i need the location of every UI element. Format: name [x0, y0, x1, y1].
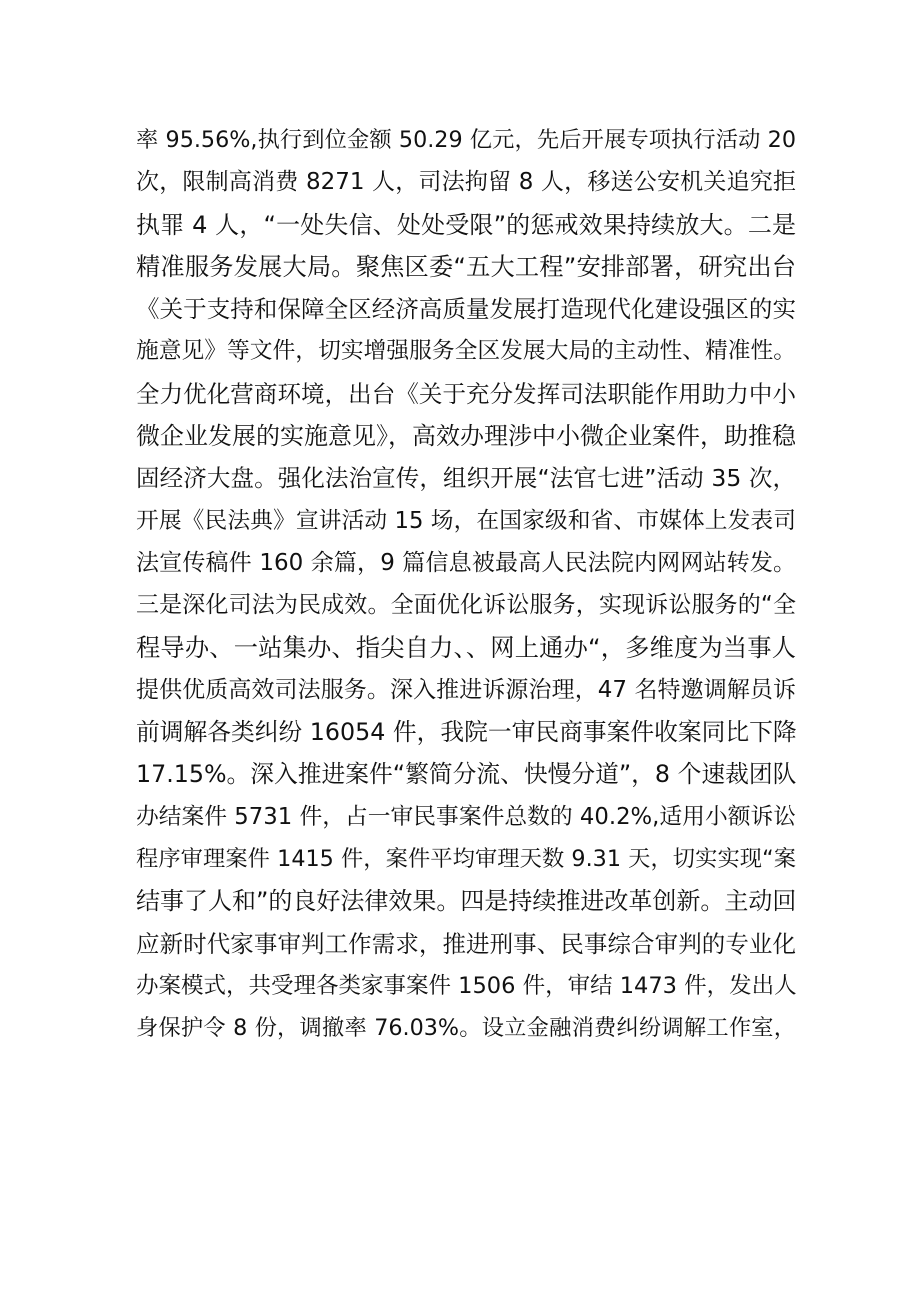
- text-line: 身保护令 8 份，调撤率 76.03%。设立金融消费纠纷调解工作室，: [136, 1015, 796, 1042]
- text-line: 开展《民法典》宣讲活动 15 场，在国家级和省、市媒体上发表司: [136, 507, 796, 534]
- text-line: 程序审理案件 1415 件，案件平均审理天数 9.31 天，切实实现“案: [136, 846, 796, 873]
- text-line: 微企业发展的实施意见》，高效办理涉中小微企业案件，助推稳: [136, 422, 796, 451]
- text-line: 率 95.56%,执行到位金额 50.29 亿元，先后开展专项执行活动 20: [136, 127, 796, 153]
- text-line: 固经济大盘。强化法治宣传，组织开展“法官七进”活动 35 次，: [136, 464, 796, 493]
- text-line: 17.15%。深入推进案件“繁简分流、快慢分道”，8 个速裁团队: [136, 760, 797, 789]
- text-line: 三是深化司法为民成效。全面优化诉讼服务，实现诉讼服务的“全: [136, 592, 796, 619]
- text-line: 法宣传稿件 160 余篇，9 篇信息被最高人民法院内网网站转发。: [136, 549, 796, 576]
- text-line: 次，限制高消费 8271 人，司法拘留 8 人，移送公安机关追究拒: [136, 169, 796, 196]
- text-line: 提供优质高效司法服务。深入推进诉源治理，47 名特邀调解员诉: [136, 676, 796, 703]
- text-line: 执罪 4 人，“一处失信、处处受限”的惩戒效果持续放大。二是: [136, 210, 796, 239]
- text-line: 前调解各类纠纷 16054 件，我院一审民商事案件收案同比下降: [136, 718, 797, 747]
- body-text: [136, 119, 796, 1050]
- text-line: 精准服务发展大局。聚焦区委“五大工程”安排部署，研究出台: [136, 251, 796, 281]
- text-line: 结事了人和”的良好法律效果。四是持续推进改革创新。主动回: [136, 887, 797, 916]
- text-line: 办案模式，共受理各类家事案件 1506 件，审结 1473 件，发出人: [136, 972, 797, 999]
- text-line: 《关于支持和保障全区经济高质量发展打造现代化建设强区的实: [136, 295, 796, 324]
- text-line: 办结案件 5731 件，占一审民事案件总数的 40.2%,适用小额诉讼: [136, 803, 796, 830]
- text-line: 应新时代家事审判工作需求，推进刑事、民事综合审判的专业化: [136, 929, 796, 958]
- text-line: 全力优化营商环境，出台《关于充分发挥司法职能作用助力中小: [136, 379, 796, 408]
- text-line: 程导办、一站集办、指尖自力、、网上通办“，多维度为当事人: [136, 632, 796, 662]
- text-line: 施意见》等文件，切实增强服务全区发展大局的主动性、精准性。: [136, 338, 796, 365]
